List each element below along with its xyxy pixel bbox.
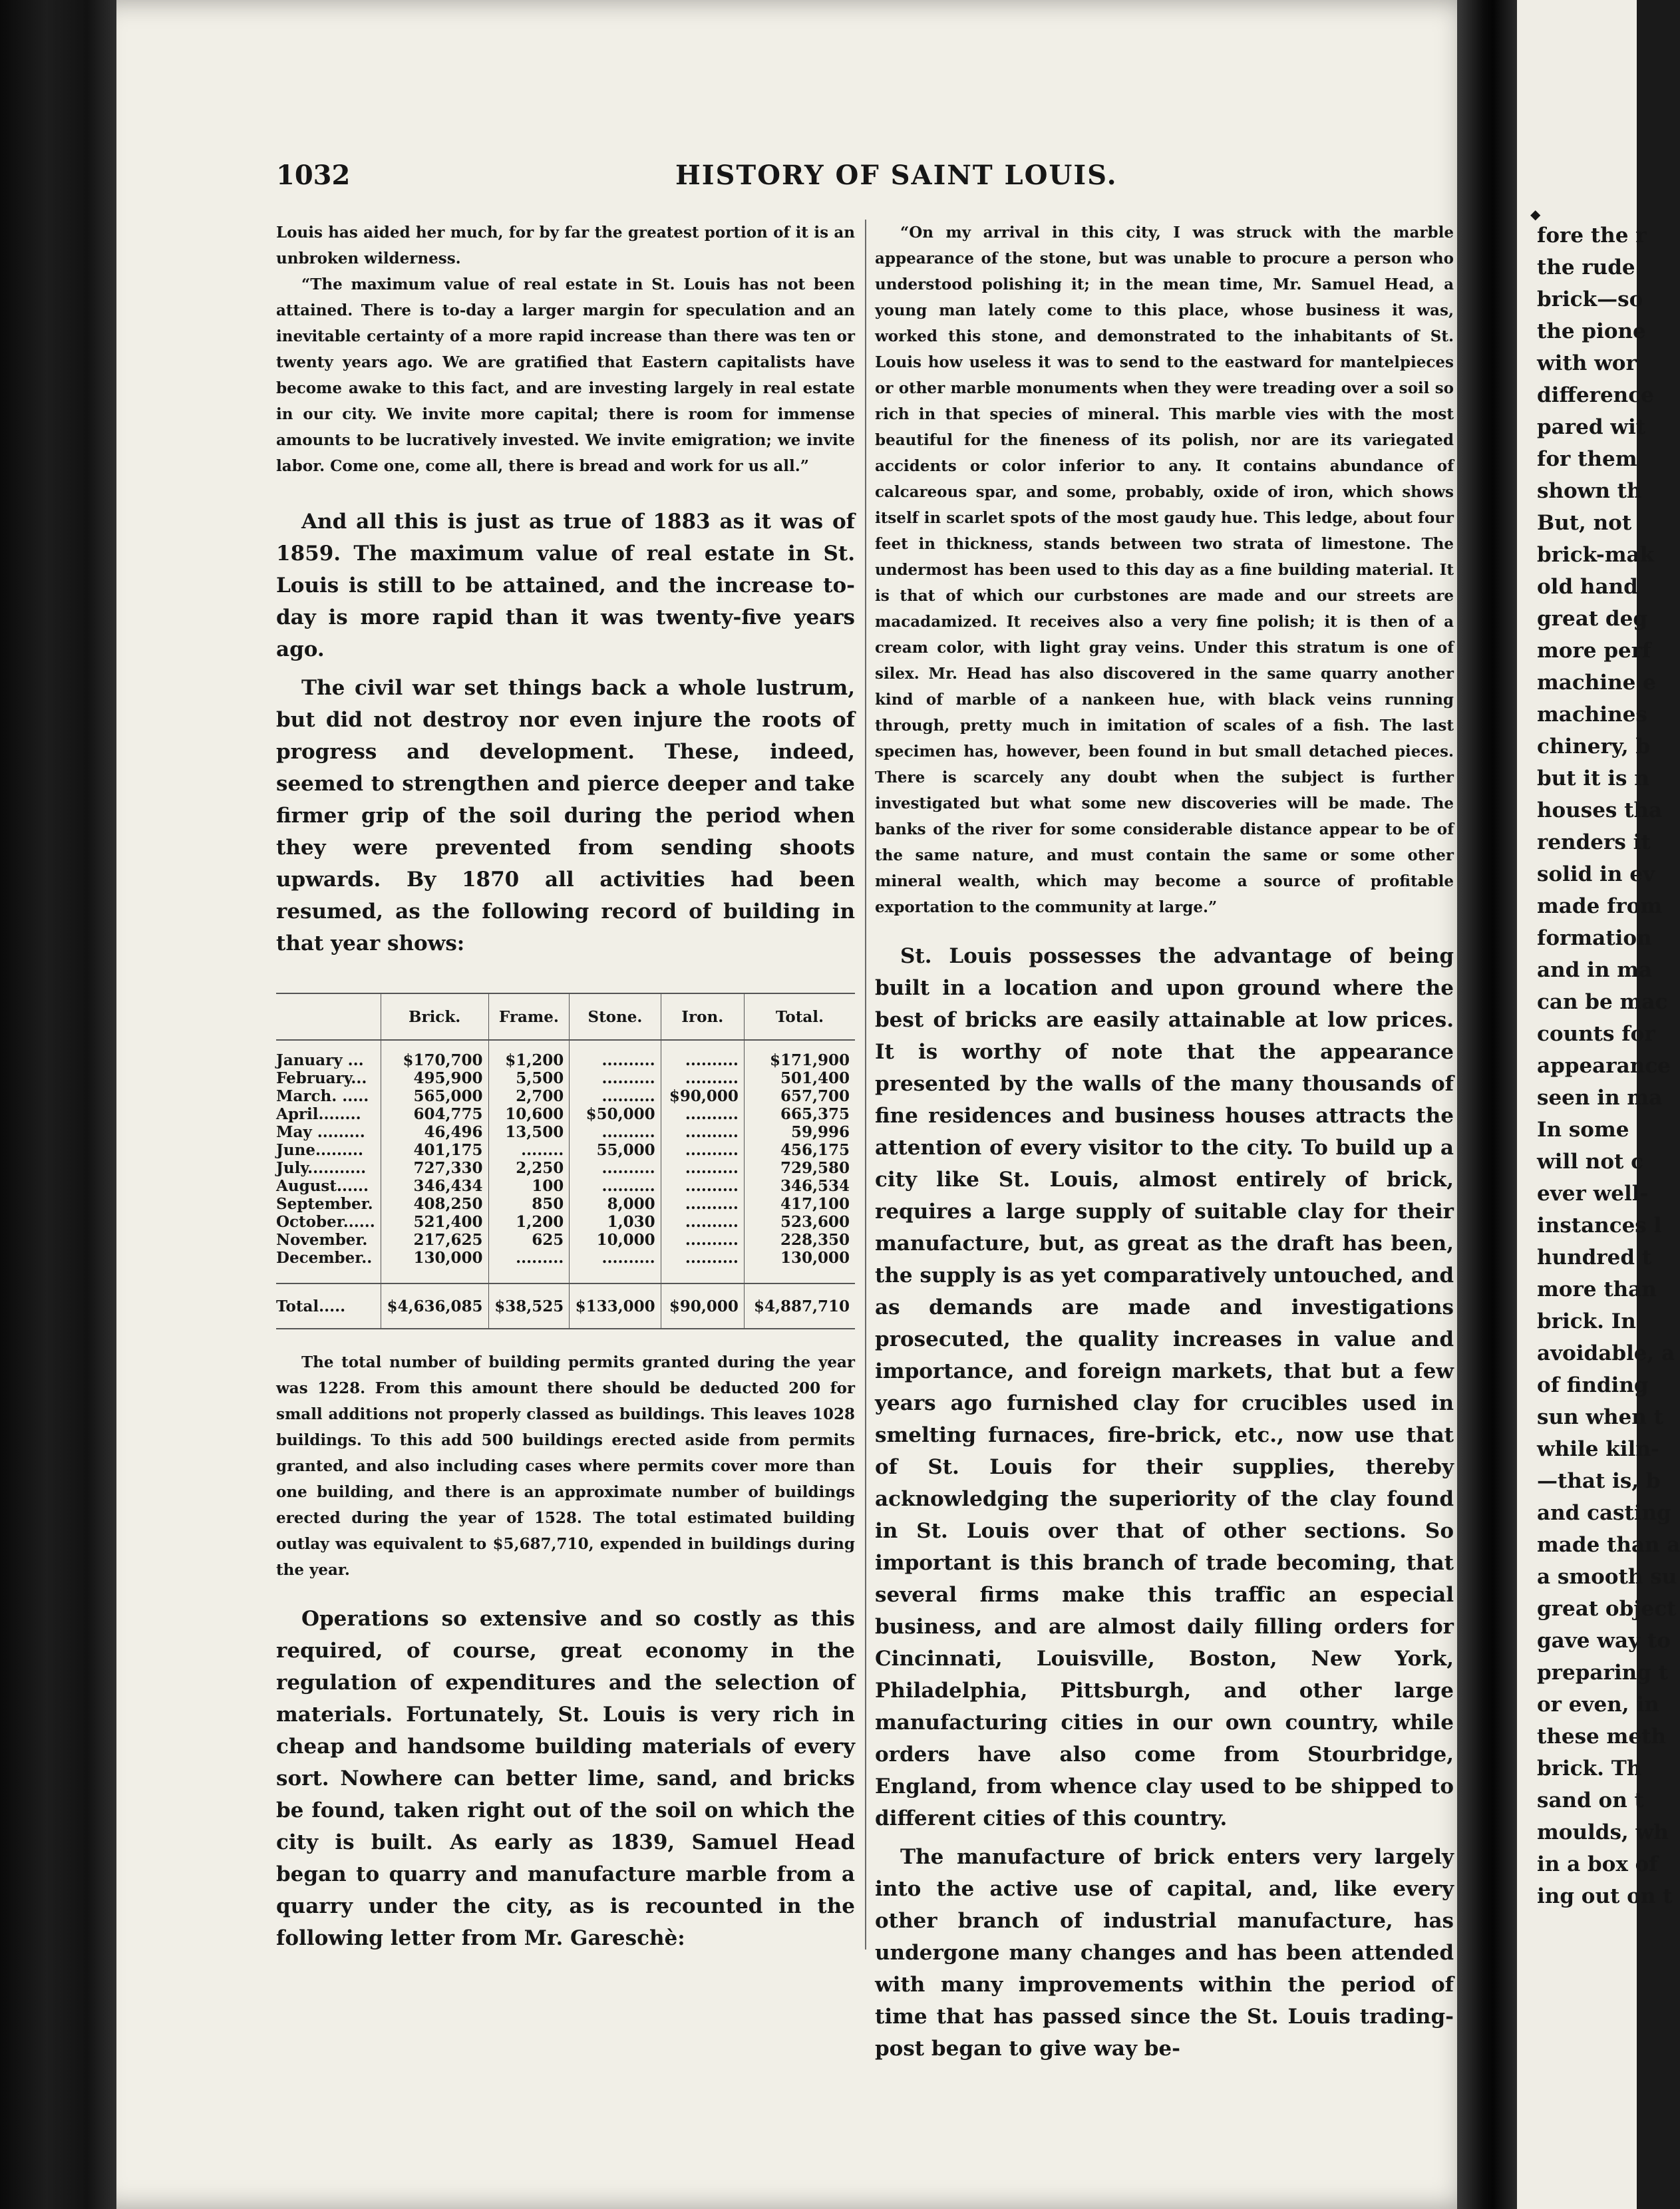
- table-cell: $90,000: [661, 1087, 744, 1105]
- table-cell: 401,175: [381, 1141, 488, 1159]
- table-cell: 217,625: [381, 1231, 488, 1249]
- next-page-line: sand on t: [1537, 1788, 1644, 1812]
- table-cell: ..........: [661, 1105, 744, 1123]
- table-cell: April........: [276, 1105, 361, 1123]
- next-page-line: brick—so: [1537, 287, 1643, 311]
- table-cell: 5,500: [488, 1069, 570, 1087]
- table-header-brick: Brick.: [381, 993, 488, 1040]
- table-row: [276, 1177, 855, 1195]
- left-column: [276, 220, 855, 1954]
- right-column: [875, 220, 1454, 2065]
- table-header-iron: Iron.: [661, 993, 744, 1040]
- table-cell: ..........: [661, 1040, 744, 1069]
- left-paragraph-4: The civil war set things back a whole lustrum, but did not destroy nor even injure the roots of progress and development. These, indeed, seemed to strengthen and pierce deeper and take firmer grip of the soil during the period when they were prevented from sending shoots upwards. By 1870 all activities had been resumed, as the following record of building in that year shows:: [276, 676, 855, 955]
- left-quote-paragraph: “The maximum value of real estate in St. Louis has not been attained. There is to-day a larger margin for speculation and an inevitable certainty of a more rapid increase than there was ten or twenty years ago. We are gratified that Eastern capitalists have become awake to this fact, and are investing largely in real estate in our city. We invite more capital; there is room for immense amounts to be lucratively invested. We invite emigration; we invite labor. Come one, come all, there is bread and work for us all.”: [276, 275, 855, 475]
- table-cell: 1,030: [570, 1213, 661, 1231]
- table-cell: February...: [276, 1069, 367, 1087]
- left-permits-note: The total number of building permits granted during the year was 1228. From this amount there should be deducted 200 for small additions not properly classed as buildings. This leaves 1028 buildings. To this add 500 buildings erected aside from permits granted, and also including cases where permits cover more than one building, and there is an approximate number of buildings erected during the year of 1528. The total estimated building outlay was equivalent to $5,687,710, expended in buildings during the year.: [276, 1353, 855, 1579]
- table-cell: 408,250: [381, 1195, 488, 1213]
- table-cell: $171,900: [744, 1040, 855, 1069]
- table-cell: 729,580: [744, 1159, 855, 1177]
- table-cell: ..........: [570, 1249, 661, 1267]
- table-cell: 501,400: [744, 1069, 855, 1087]
- table-cell: $50,000: [570, 1105, 661, 1123]
- next-page-line: old hand: [1537, 575, 1638, 599]
- table-cell: .........: [488, 1249, 570, 1267]
- next-page-line: difference: [1537, 383, 1654, 407]
- next-page-line: made from: [1537, 894, 1663, 918]
- left-paragraph-6: Operations so extensive and so costly as this required, of course, great economy in the regulation of expenditures and the selection of materials. Fortunately, St. Louis is very rich in cheap and handsome building materials of every sort. Nowhere can better lime, sand, and bricks be found, taken right out of the soil on which the city is built. As early as 1839, Samuel Head began to quarry and manufacture marble from a quarry under the city, as is recounted in the following letter from Mr. Gareschè:: [276, 1607, 855, 1950]
- next-page-line: instances l: [1537, 1214, 1662, 1238]
- right-paragraph-3: The manufacture of brick enters very largely into the active use of capital, and, like every other branch of industrial manufacture, has undergone many changes and has been attended with many improvements within the period of time that has passed since the St. Louis trading-post began to give way be-: [875, 1845, 1454, 2061]
- next-page-line: of finding: [1537, 1373, 1649, 1397]
- table-cell: 665,375: [744, 1105, 855, 1123]
- left-paragraph-1: Louis has aided her much, for by far the greatest portion of it is an unbroken wilderness.: [276, 224, 855, 267]
- next-page-line: and casting: [1537, 1501, 1671, 1525]
- next-page-line: In some: [1537, 1118, 1629, 1142]
- next-page-line: more than: [1537, 1277, 1657, 1301]
- table-cell: August......: [276, 1177, 369, 1195]
- table-row: [276, 1069, 855, 1087]
- table-cell: 346,534: [744, 1177, 855, 1195]
- next-page-line: gave way to: [1537, 1629, 1671, 1653]
- next-page-line: can be mac: [1537, 990, 1668, 1014]
- table-cell: January ...: [276, 1051, 364, 1069]
- table-total-cell: $4,887,710: [744, 1283, 855, 1329]
- next-page-line: great deg: [1537, 607, 1648, 631]
- table-cell: 2,700: [488, 1087, 570, 1105]
- table-cell: ..........: [661, 1159, 744, 1177]
- table-cell: ..........: [570, 1087, 661, 1105]
- table-cell: October......: [276, 1213, 375, 1231]
- table-cell: ..........: [661, 1069, 744, 1087]
- building-table-1870: [276, 993, 855, 1329]
- table-cell: ..........: [570, 1040, 661, 1069]
- next-page-line: hundred t: [1537, 1246, 1652, 1270]
- next-page-line: a smooth su: [1537, 1565, 1677, 1589]
- table-total-cell: $90,000: [661, 1283, 744, 1329]
- table-cell: 55,000: [570, 1141, 661, 1159]
- table-cell: 727,330: [381, 1159, 488, 1177]
- table-cell: 13,500: [488, 1123, 570, 1141]
- table-cell: ..........: [661, 1141, 744, 1159]
- table-header-row: [276, 993, 855, 1040]
- table-cell: 495,900: [381, 1069, 488, 1087]
- table-header-month: [276, 993, 381, 1040]
- table-cell: June.........: [276, 1141, 364, 1159]
- page-right-partial: [1517, 0, 1680, 2209]
- table-cell: 604,775: [381, 1105, 488, 1123]
- next-page-line: or even, in: [1537, 1693, 1659, 1717]
- table-cell: September.: [276, 1195, 373, 1213]
- page-mark-icon: ◆: [1530, 206, 1541, 222]
- table-cell: $170,700: [381, 1040, 488, 1069]
- next-page-line: brick-mak: [1537, 543, 1655, 567]
- right-quote-paragraph: “On my arrival in this city, I was struck with the marble appearance of the stone, but was unable to procure a person who understood polishing it; in the mean time, Mr. Samuel Head, a young man lately come to this place, whose business it was, worked this stone, and demonstrated to the inhabitants of St. Louis how useless it was to send to the eastward for mantelpieces or other marble monuments when they were treading over a soil so rich in that species of mineral. This marble vies with the most beautiful for the fineness of its polish, nor are its variegated accidents or color inferior to any. It contains abundance of calcareous spar, and some, probably, oxide of iron, which shows itself in scarlet spots of the most gaudy hue. This ledge, about four feet in thickness, stands between two strata of limestone. The undermost has been used to this day as a fine building material. It is that of which our curbstones are made and our streets are macadamized. It receives also a very fine polish; it is then of a cream color, with light gray veins. Under this stratum is one of silex. Mr. Head has also discovered in the same quarry another kind of marble of a nankeen hue, with black veins running through, pretty much in imitation of scales of a fish. The last specimen has, however, been found in but small detached pieces. There is scarcely any doubt when the subject is further investigated but what some new discoveries will be made. The banks of the river for some considerable distance appear to be of the same nature, and must contain the same or some other mineral wealth, which may become a source of profitable exportation to the community at large.”: [875, 224, 1454, 916]
- table-cell: ..........: [661, 1195, 744, 1213]
- next-page-line: for them: [1537, 447, 1637, 471]
- table-row: [276, 1195, 855, 1213]
- table-cell: 523,600: [744, 1213, 855, 1231]
- next-page-line: solid in ev: [1537, 862, 1655, 886]
- table-cell: 850: [488, 1195, 570, 1213]
- column-divider: [865, 220, 866, 1950]
- table-cell: 521,400: [381, 1213, 488, 1231]
- table-row: [276, 1231, 855, 1249]
- table-row: [276, 1040, 855, 1069]
- next-page-line: brick. In: [1537, 1309, 1636, 1333]
- book-spine-edge: [0, 0, 116, 2209]
- next-page-line: brick. Th: [1537, 1757, 1642, 1781]
- page-header: [276, 160, 1440, 206]
- next-page-line: the pione: [1537, 319, 1646, 343]
- next-page-line: but it is n: [1537, 766, 1649, 790]
- next-page-line: in a box of: [1537, 1852, 1658, 1876]
- next-page-line: these meth: [1537, 1725, 1666, 1749]
- table-row: [276, 1249, 855, 1267]
- next-page-line: formation: [1537, 926, 1652, 950]
- table-row: [276, 1213, 855, 1231]
- next-page-line: great object: [1537, 1597, 1677, 1621]
- table-cell: 10,000: [570, 1231, 661, 1249]
- table-cell: 100: [488, 1177, 570, 1195]
- table-cell: $1,200: [488, 1040, 570, 1069]
- next-page-line: and in ma: [1537, 958, 1653, 982]
- next-page-line: seen in ma: [1537, 1086, 1663, 1110]
- table-cell: 1,200: [488, 1213, 570, 1231]
- table-cell: ..........: [661, 1249, 744, 1267]
- table-total-cell: Total.....: [276, 1283, 381, 1329]
- running-title: HISTORY OF SAINT LOUIS.: [675, 160, 1118, 191]
- table-cell: 130,000: [381, 1249, 488, 1267]
- table-header-stone: Stone.: [570, 993, 661, 1040]
- table-row: [276, 1159, 855, 1177]
- next-page-line: preparing t: [1537, 1661, 1668, 1685]
- table-header-frame: Frame.: [488, 993, 570, 1040]
- next-page-line: —that is, b: [1537, 1469, 1661, 1493]
- table-cell: ..........: [661, 1231, 744, 1249]
- table-cell: ..........: [570, 1159, 661, 1177]
- next-page-line: houses tha: [1537, 798, 1663, 822]
- next-page-line: ing out on t: [1537, 1884, 1673, 1908]
- next-page-line: fore the r: [1537, 224, 1647, 248]
- table-cell: March. .....: [276, 1087, 369, 1105]
- left-paragraph-3: And all this is just as true of 1883 as it was of 1859. The maximum value of real estate in St. Louis is still to be attained, and the increase to-day is more rapid than it was twenty-five years ago.: [276, 510, 855, 661]
- table-cell: 10,600: [488, 1105, 570, 1123]
- table-cell: 456,175: [744, 1141, 855, 1159]
- table-total-cell: $38,525: [488, 1283, 570, 1329]
- next-page-line: with wor: [1537, 351, 1637, 375]
- table-row: [276, 1123, 855, 1141]
- table-cell: ..........: [661, 1123, 744, 1141]
- next-page-line: machine e: [1537, 671, 1656, 695]
- table-row: [276, 1105, 855, 1123]
- table-cell: 46,496: [381, 1123, 488, 1141]
- table-cell: ........: [488, 1141, 570, 1159]
- table-cell: ..........: [570, 1177, 661, 1195]
- next-page-text-fragments: [1537, 220, 1680, 1912]
- table-spacer-row: [276, 1267, 855, 1283]
- table-cell: July...........: [276, 1159, 367, 1177]
- table-cell: ..........: [570, 1069, 661, 1087]
- table-header-total: Total.: [744, 993, 855, 1040]
- next-page-line: machines: [1537, 703, 1647, 727]
- page-number: 1032: [276, 160, 351, 191]
- table-cell: 130,000: [744, 1249, 855, 1267]
- next-page-line: the rude: [1537, 255, 1635, 279]
- next-page-line: moulds, wh: [1537, 1820, 1669, 1844]
- next-page-line: renders it: [1537, 830, 1651, 854]
- right-paragraph-2: St. Louis possesses the advantage of being built in a location and upon ground where the best of bricks are easily attainable at low prices. It is worthy of note that the appearance presented by the walls of the many thousands of fine residences and business houses attracts the attention of every visitor to the city. To build up a city like St. Louis, almost entirely of brick, requires a large supply of suitable clay for their manufacture, but, as great as the draft has been, the supply is as yet comparatively untouched, and as demands are made and investigations prosecuted, the quality increases in value and importance, and foreign markets, that but a few years ago furnished clay for crucibles used in smelting furnaces, fire-brick, etc., now use that of St. Louis for their supplies, thereby acknowledging the superiority of the clay found in St. Louis over that of other sections. So important is this branch of trade becoming, that several firms make this traffic an especial business, and are almost daily filling orders for Cincinnati, Louisville, Boston, New York, Philadelphia, Pittsburgh, and other large manufacturing cities in our own country, while orders have also come from Stourbridge, England, from whence clay used to be shipped to different cities of this country.: [875, 944, 1454, 1830]
- table-cell: 8,000: [570, 1195, 661, 1213]
- next-page-line: made than a: [1537, 1533, 1680, 1557]
- table-total-row: [276, 1283, 855, 1329]
- table-cell: 59,996: [744, 1123, 855, 1141]
- table-cell: December..: [276, 1249, 373, 1267]
- table-row: [276, 1141, 855, 1159]
- next-page-line: avoidable, a: [1537, 1341, 1675, 1365]
- table-cell: 228,350: [744, 1231, 855, 1249]
- next-page-line: sun when t: [1537, 1405, 1663, 1429]
- table-cell: 346,434: [381, 1177, 488, 1195]
- table-cell: May .........: [276, 1123, 365, 1141]
- next-page-line: pared wit: [1537, 415, 1646, 439]
- next-page-line: shown th: [1537, 479, 1642, 503]
- next-page-line: ever well-: [1537, 1182, 1649, 1206]
- next-page-line: will not c: [1537, 1150, 1644, 1174]
- table-row: [276, 1087, 855, 1105]
- table-total-cell: $133,000: [570, 1283, 661, 1329]
- book-gutter: [1457, 0, 1517, 2209]
- table-cell: ..........: [661, 1213, 744, 1231]
- next-page-line: appearance: [1537, 1054, 1671, 1078]
- next-page-line: But, not: [1537, 511, 1632, 535]
- table-cell: 625: [488, 1231, 570, 1249]
- table-cell: ..........: [661, 1177, 744, 1195]
- next-page-line: while kiln-: [1537, 1437, 1659, 1461]
- table-cell: 2,250: [488, 1159, 570, 1177]
- table-cell: November.: [276, 1231, 368, 1249]
- table-cell: 417,100: [744, 1195, 855, 1213]
- next-page-line: more perf: [1537, 639, 1651, 663]
- table-cell: 565,000: [381, 1087, 488, 1105]
- next-page-line: counts for: [1537, 1022, 1655, 1046]
- next-page-line: chinery, b: [1537, 735, 1651, 759]
- table-total-cell: $4,636,085: [381, 1283, 488, 1329]
- table-cell: 657,700: [744, 1087, 855, 1105]
- table-cell: ..........: [570, 1123, 661, 1141]
